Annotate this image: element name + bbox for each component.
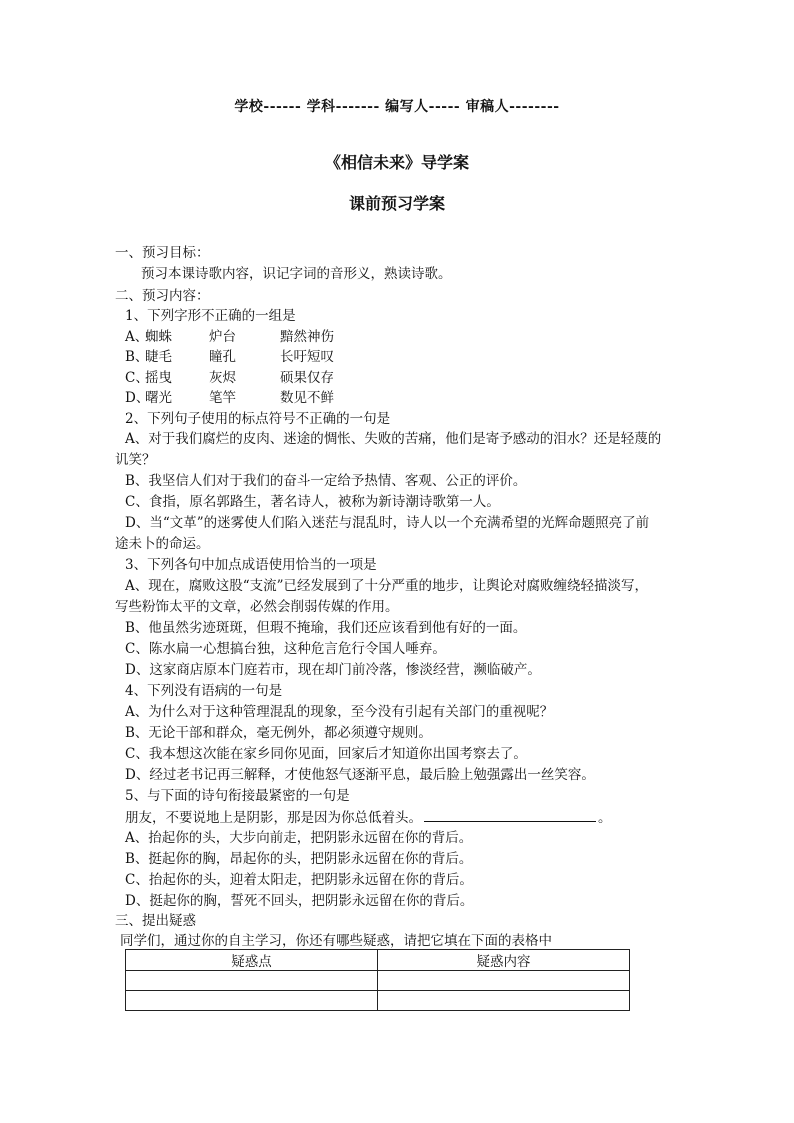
q2-option-b: B、我坚信人们对于我们的奋斗一定给予热情、客观、公正的评价。 — [125, 473, 527, 489]
q1-option-a-word1: 蜘蛛 — [145, 329, 172, 345]
q3-option-a: A、现在，腐败这股“支流”已经发展到了十分严重的地步，让舆论对腐败缠绕轻描淡写， — [125, 578, 649, 594]
q4-option-b: B、无论干部和群众，毫无例外，都必须遵守规则。 — [125, 725, 432, 741]
q1-option-b-word3: 长吁短叹 — [280, 349, 334, 365]
q2-stem: 2、下列句子使用的标点符号不正确的一句是 — [125, 411, 391, 427]
part1-text: 预习本课诗歌内容，识记字词的音形义，熟读诗歌。 — [141, 266, 452, 282]
q3-option-b: B、他虽然劣迹斑斑，但瑕不掩瑜，我们还应该看到他有好的一面。 — [125, 620, 527, 636]
q5-option-b: B、挺起你的胸，昂起你的头，把阴影永远留在你的背后。 — [125, 851, 473, 867]
table-header-doubt-point: 疑惑点 — [126, 950, 378, 971]
q1-option-d-word3: 数见不鲜 — [280, 390, 334, 406]
table-cell[interactable] — [126, 991, 378, 1011]
q4-stem: 4、下列没有语病的一句是 — [125, 683, 283, 699]
q1-option-d-label: D、 — [125, 390, 150, 406]
table-header-doubt-content: 疑惑内容 — [378, 950, 630, 971]
document-title: 《相信未来》导学案 — [324, 153, 469, 172]
q2-option-d: D、当“文革”的迷雾使人们陷入迷茫与混乱时，诗人以一个充满希望的光辉命题照亮了前 — [125, 515, 650, 531]
q5-prompt-line — [125, 807, 612, 828]
q1-option-c-word1: 摇曳 — [145, 370, 172, 386]
q4-option-a: A、为什么对于这种管理混乱的现象，至今没有引起有关部门的重视呢？ — [125, 704, 554, 720]
q1-option-c-word3: 硕果仅存 — [280, 370, 334, 386]
part3-text: 同学们，通过你的自主学习，你还有哪些疑惑，请把它填在下面的表格中 — [120, 933, 552, 949]
q1-option-b-word1: 睫毛 — [145, 349, 172, 365]
q1-option-a-word3: 黯然神伤 — [280, 329, 334, 345]
doubts-table — [125, 949, 630, 1011]
q2-option-a: A、对于我们腐烂的皮肉、迷途的惆怅、失败的苦痛，他们是寄予感动的泪水？还是轻蔑的 — [125, 431, 662, 447]
q2-option-c: C、食指，原名郭路生，著名诗人，被称为新诗潮诗歌第一人。 — [125, 494, 500, 510]
q2-option-a-cont: 讥笑？ — [115, 452, 156, 468]
q1-option-d-word2: 笔竿 — [209, 390, 236, 406]
q1-option-a-word2: 炉台 — [209, 329, 236, 345]
q1-option-b-label: B、 — [125, 349, 149, 365]
table-row — [126, 971, 630, 991]
part3-heading: 三、提出疑惑 — [115, 913, 196, 929]
q5-option-c: C、抬起你的头，迎着太阳走，把阴影永远留在你的背后。 — [125, 872, 473, 888]
q4-option-d: D、经过老书记再三解释，才使他怒气逐渐平息，最后脸上勉强露出一丝笑容。 — [125, 767, 595, 783]
q1-option-b-word2: 瞳孔 — [209, 349, 236, 365]
q1-option-c-word2: 灰烬 — [209, 370, 236, 386]
q5-option-d: D、挺起你的胸，誓死不回头，把阴影永远留在你的背后。 — [125, 893, 474, 909]
q5-prompt: 朋友，不要说地上是阴影，那是因为你总低着头。 — [125, 810, 422, 826]
part2-heading: 二、预习内容： — [115, 288, 210, 304]
q5-option-a: A、抬起你的头，大步向前走，把阴影永远留在你的背后。 — [125, 830, 473, 846]
q5-prompt-end: 。 — [598, 810, 612, 826]
q1-stem: 1、下列字形不正确的一组是 — [125, 308, 296, 324]
q4-option-c: C、我本想这次能在家乡同你见面，回家后才知道你出国考察去了。 — [125, 746, 527, 762]
section-title: 课前预习学案 — [348, 194, 445, 213]
table-cell[interactable] — [378, 991, 630, 1011]
q3-option-a-cont: 写些粉饰太平的文章，必然会削弱传媒的作用。 — [115, 599, 399, 615]
q3-option-d: D、这家商店原本门庭若市，现在却门前冷落，惨淡经营，濒临破产。 — [125, 662, 541, 678]
q5-answer-blank[interactable] — [424, 807, 596, 822]
part1-heading: 一、预习目标： — [115, 245, 210, 261]
q3-stem: 3、下列各句中加点成语使用恰当的一项是 — [125, 557, 377, 573]
table-cell[interactable] — [126, 971, 378, 991]
header-info: 学校------ 学科------- 编写人----- 审稿人-------- — [234, 99, 560, 115]
table-header-row — [126, 950, 630, 971]
q2-option-d-cont: 途未卜的命运。 — [115, 536, 210, 552]
q1-option-d-word1: 曙光 — [145, 390, 172, 406]
table-row — [126, 991, 630, 1011]
q5-stem: 5、与下面的诗句衔接最紧密的一句是 — [125, 788, 350, 804]
q1-option-a-label: A、 — [125, 329, 149, 345]
q3-option-c: C、陈水扁一心想搞台独，这种危言危行令国人唾弃。 — [125, 641, 446, 657]
table-cell[interactable] — [378, 971, 630, 991]
q1-option-c-label: C、 — [125, 370, 149, 386]
